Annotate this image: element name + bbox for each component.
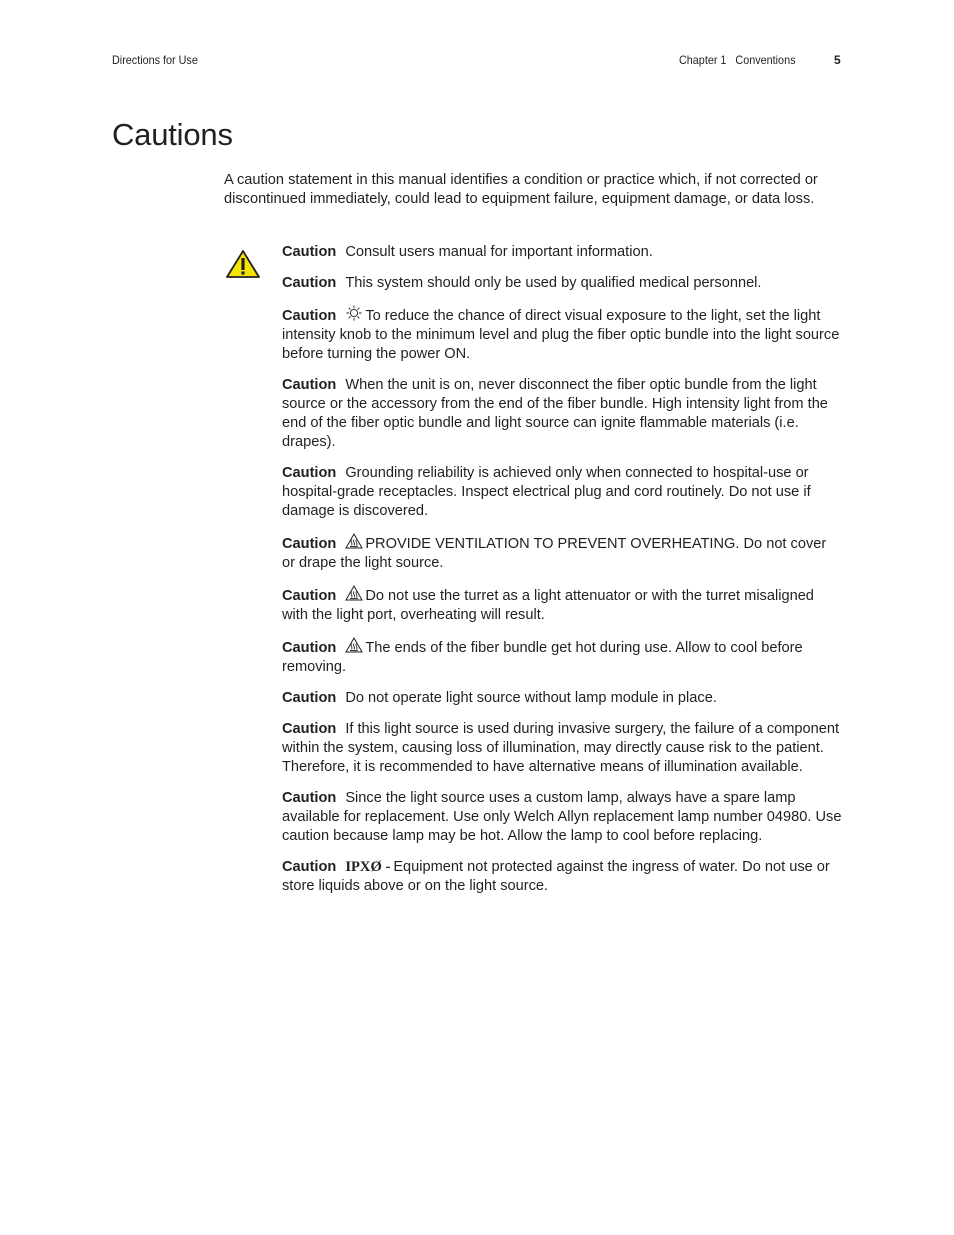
hot-surface-icon	[345, 533, 363, 549]
caution-item	[282, 637, 842, 677]
caution-label: Caution	[282, 588, 337, 604]
caution-label: Caution	[282, 640, 337, 656]
caution-text: Equipment not protected against the ingress of water. Do not use or store liquids above or on the light source.	[282, 859, 830, 894]
page-number: 5	[834, 53, 841, 67]
caution-label: Caution	[282, 244, 337, 260]
cautions-list	[282, 243, 842, 908]
caution-text: Since the light source uses a custom lamp, always have a spare lamp available for replacement. Use only Welch Allyn replacement lamp number 04980. Use caution because lamp may be hot. Allow the lamp to cool before replacing.	[282, 790, 842, 844]
caution-label: Caution	[282, 859, 337, 875]
hot-surface-icon	[345, 585, 363, 601]
caution-label: Caution	[282, 275, 337, 291]
caution-label: Caution	[282, 377, 337, 393]
caution-text: When the unit is on, never disconnect the fiber optic bundle from the light source or the accessory from the end of the fiber bundle. High intensity light from the end of the fiber optic bundle and light source can ignite flammable materials (i.e. drapes).	[282, 377, 828, 450]
caution-item	[282, 689, 842, 708]
caution-text: If this light source is used during invasive surgery, the failure of a component within the system, causing loss of illumination, may directly cause risk to the patient. Therefore, it is recommended to have alternative means of illumination available.	[282, 721, 840, 775]
caution-item	[282, 789, 842, 846]
caution-item	[282, 585, 842, 625]
warning-triangle-icon	[225, 249, 261, 279]
caution-item	[282, 464, 842, 521]
page-title: Cautions	[112, 117, 233, 152]
caution-text: Grounding reliability is achieved only when connected to hospital-use or hospital-grade receptacles. Inspect electrical plug and cord routinely. Do not use if damage is discovered.	[282, 465, 811, 519]
caution-text: Do not operate light source without lamp module in place.	[345, 690, 717, 706]
caution-text: This system should only be used by qualified medical personnel.	[345, 275, 762, 291]
caution-item	[282, 274, 842, 293]
caution-text: Do not use the turret as a light attenuator or with the turret misaligned with the light port, overheating will result.	[282, 588, 814, 623]
caution-text: PROVIDE VENTILATION TO PREVENT OVERHEATING. Do not cover or drape the light source.	[282, 536, 827, 571]
caution-text: The ends of the fiber bundle get hot during use. Allow to cool before removing.	[282, 640, 803, 675]
hot-surface-icon	[345, 637, 363, 653]
caution-label: Caution	[282, 465, 337, 481]
running-header-chapter: Chapter 1 Conventions	[679, 53, 796, 67]
ipx-rating: IPXØ -	[345, 859, 391, 875]
running-header-left: Directions for Use	[112, 53, 198, 67]
caution-item	[282, 858, 842, 896]
caution-item	[282, 376, 842, 452]
caution-label: Caution	[282, 790, 337, 806]
caution-label: Caution	[282, 690, 337, 706]
caution-label: Caution	[282, 308, 337, 324]
intro-paragraph: A caution statement in this manual identifies a condition or practice which, if not corrected or discontinued immediately, could lead to equipment failure, equipment damage, or data loss.	[224, 172, 818, 207]
caution-text: Consult users manual for important information.	[345, 244, 653, 260]
sun-icon	[345, 305, 363, 321]
caution-item	[282, 243, 842, 262]
caution-item	[282, 533, 842, 573]
caution-item	[282, 305, 842, 364]
caution-item	[282, 720, 842, 777]
caution-label: Caution	[282, 536, 337, 552]
caution-label: Caution	[282, 721, 337, 737]
caution-text: To reduce the chance of direct visual exposure to the light, set the light intensity knob to the minimum level and plug the fiber optic bundle into the light source before turning the power ON.	[282, 308, 840, 362]
